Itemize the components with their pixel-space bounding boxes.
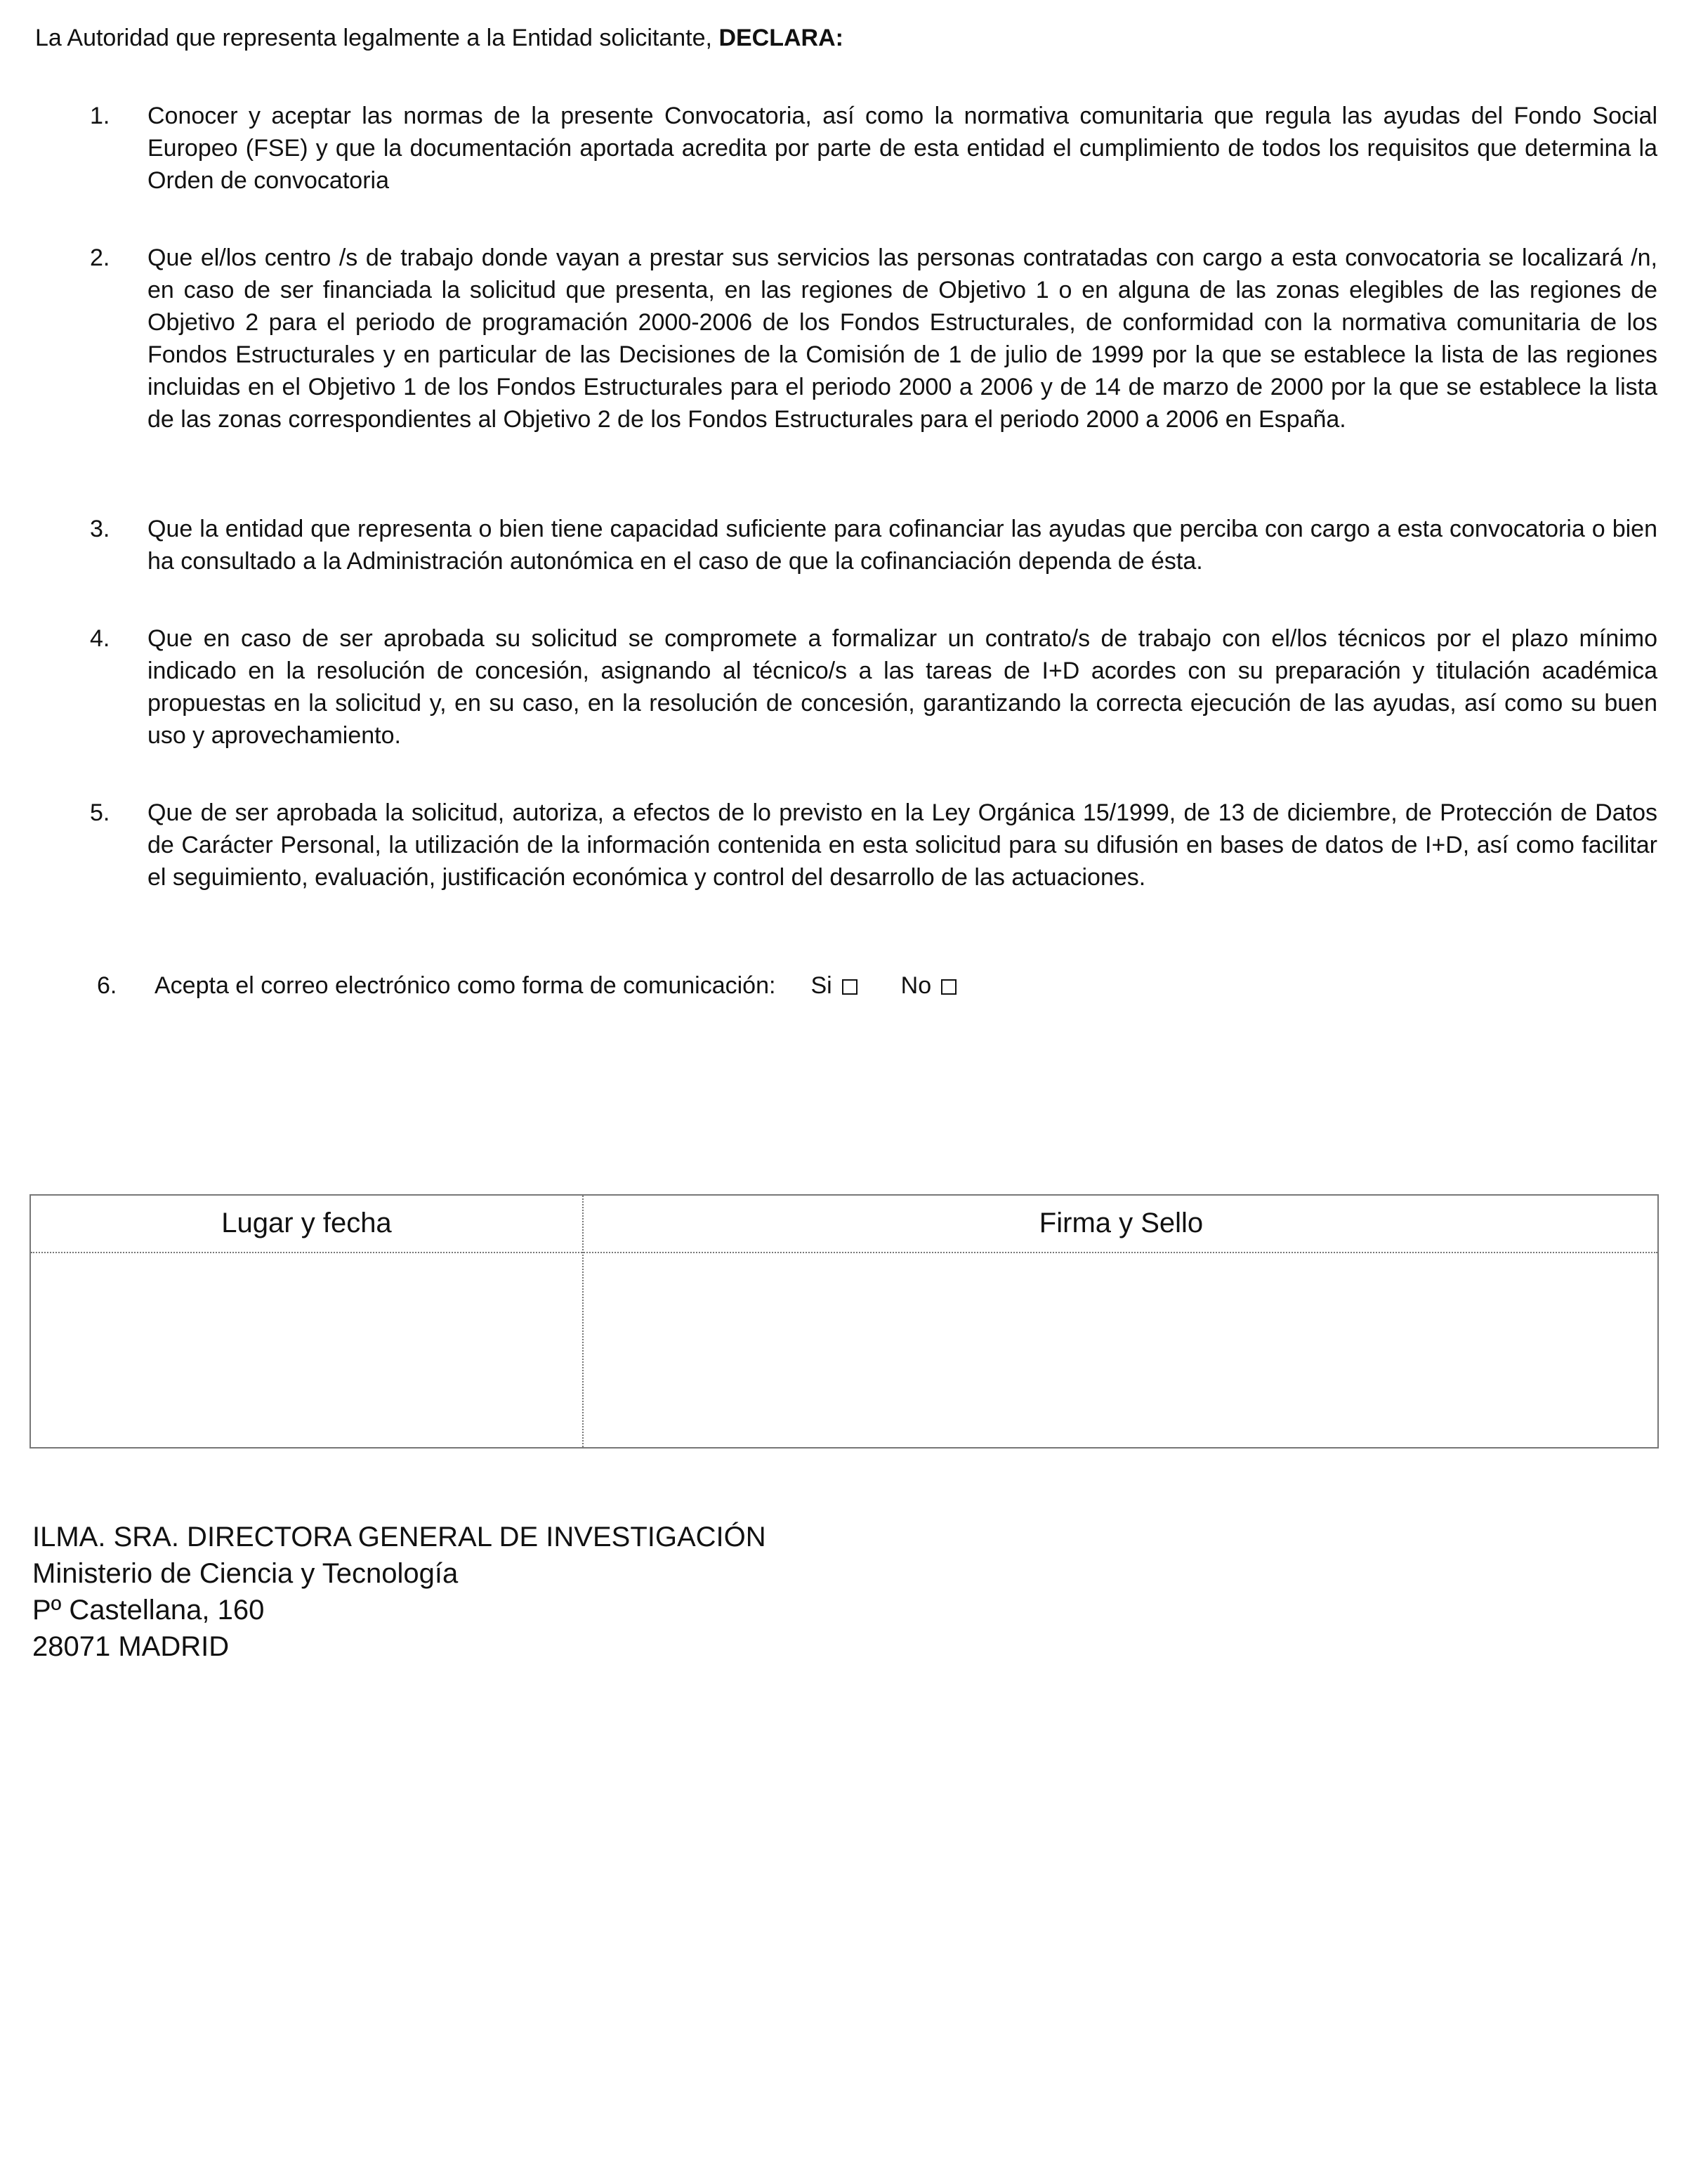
declaration-intro [35,22,843,53]
email-question: Acepta el correo electrónico como forma de comunicación: [155,972,776,999]
table-divider-horizontal [31,1252,1657,1253]
signature-table [29,1194,1659,1449]
declaration-item-4 [90,622,1657,752]
recipient-address [32,1519,766,1665]
intro-declara: DECLARA: [718,25,843,51]
declaration-item-2 [90,242,1657,436]
email-option-yes[interactable] [810,969,857,1002]
option-no-label: No [900,972,932,999]
address-line-3: Pº Castellana, 160 [32,1595,265,1626]
item-number: 5. [90,799,110,826]
signature-stamp-header: Firma y Sello [1039,1208,1204,1238]
declaration-item-6 [90,969,1657,1002]
item-text: Que la entidad que representa o bien tiene capacidad suficiente para cofinanciar las ayudas que perciba con cargo a esta convocatoria o bien ha consultado a la Administración autonómica en el caso de que la cofinanciación dependa de ésta. [147,516,1657,575]
item-text: Que el/los centro /s de trabajo donde vayan a prestar sus servicios las personas contratadas con cargo a esta convocatoria se localizará /n, en caso de ser financiada la solicitud que presenta, en las regiones de Objetivo 1 o en alguna de las zonas elegibles de las regiones de Objetivo 2 para el periodo de programación 2000-2006 de los Fondos Estructurales, de conformidad con la normativa comunitaria de los Fondos Estructurales y en particular de las Decisiones de la Comisión de 1 de julio de 1999 por la que se establece la lista de las regiones incluidas en el Objetivo 1 de los Fondos Estructurales para el periodo 2000 a 2006 y de 14 de marzo de 2000 por la que se establece la lista de las zonas correspondientes al Objetivo 2 de los Fondos Estructurales para el periodo 2000 a 2006 en España. [147,244,1657,433]
item-number: 4. [90,625,110,652]
item-text-email [155,969,1657,1002]
address-line-1: ILMA. SRA. DIRECTORA GENERAL DE INVESTIGACIÓN [32,1522,766,1552]
item-number: 6. [97,972,117,999]
item-text: Conocer y aceptar las normas de la presente Convocatoria, así como la normativa comunitaria que regula las ayudas del Fondo Social Europeo (FSE) y que la documentación aportada acredita por parte de esta entidad el cumplimiento de todos los requisitos que determina la Orden de convocatoria [147,103,1657,194]
intro-text: La Autoridad que representa legalmente a la Entidad solicitante, [35,25,719,51]
declaration-item-3 [90,513,1657,577]
item-number: 2. [90,244,110,271]
item-text: Que de ser aprobada la solicitud, autoriza, a efectos de lo previsto en la Ley Orgánica 15/1999, de 13 de diciembre, de Protección de Datos de Carácter Personal, la utilización de la información contenida en esta solicitud para su difusión en bases de datos de I+D, así como facilitar el seguimiento, evaluación, justificación económica y control del desarrollo de las actuaciones. [147,799,1657,891]
address-line-2: Ministerio de Ciencia y Tecnología [32,1558,459,1589]
place-date-header: Lugar y fecha [221,1208,392,1238]
item-number: 3. [90,516,110,542]
address-line-4: 28071 MADRID [32,1631,230,1662]
checkbox-no[interactable] [941,979,957,995]
email-option-no[interactable] [901,969,957,1002]
item-number: 1. [90,103,110,129]
declaration-item-1 [90,100,1657,197]
option-yes-label: Si [810,972,832,999]
declaration-item-5 [90,797,1657,894]
checkbox-yes[interactable] [842,979,857,995]
item-text: Que en caso de ser aprobada su solicitud se compromete a formalizar un contrato/s de trabajo con el/los técnicos por el plazo mínimo indicado en la resolución de concesión, asignando al técnico/s a las tareas de I+D acordes con su preparación y titulación académica propuestas en la solicitud y, en su caso, en la resolución de concesión, garantizando la correcta ejecución de las ayudas, así como su buen uso y aprovechamiento. [147,625,1657,749]
